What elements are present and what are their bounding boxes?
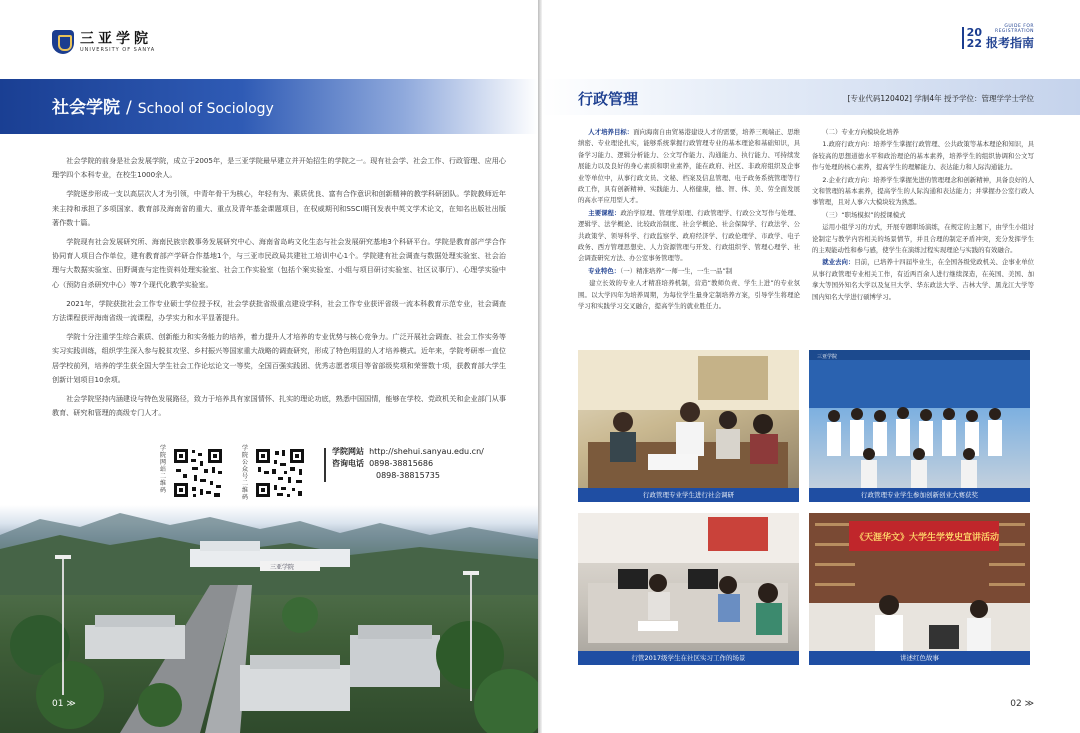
main-courses	[578, 208, 800, 265]
training-goal	[578, 127, 800, 207]
website-label: 学院网站	[332, 447, 364, 456]
contact-divider	[324, 448, 326, 482]
teaching-mode	[812, 222, 1034, 256]
school-title-en: School of Sociology	[137, 101, 274, 117]
intro-paragraph: 社会学院的前身是社会发展学院，成立于2005年，是三亚学院最早建立并开始招生的学院之一。现有社会学、社会工作、行政管理、应用心理学四个本科专业，在校生1000余人。	[52, 156, 506, 180]
wechat-qr-code[interactable]	[254, 447, 306, 499]
photo-community-internship	[578, 513, 799, 665]
major-features	[578, 266, 800, 277]
year-bottom: 22	[966, 36, 982, 50]
intro-paragraph: 社会学院坚持内涵建设与特色发展路径，致力于培养具有家国情怀、扎实的理论功底，熟悉中国国情，能够在学校、党政机关和企业部门从事教育、研究和管理的高级专门人才。	[52, 394, 506, 418]
right-page	[542, 0, 1080, 733]
left-page-number: 01 ≫	[52, 699, 76, 709]
major-meta: [专业代码120402] 学制4年 授予学位：管理学学士学位	[847, 94, 1034, 103]
title-separator: /	[126, 98, 132, 118]
website-qr-code[interactable]	[172, 447, 224, 499]
module-heading	[812, 127, 1034, 138]
phone-label: 咨询电话	[332, 459, 364, 468]
feature-paragraph-text: 建立长效的专业人才精准培养机制，营造“教师负责、学生上进”的专业氛围。以大学四年为培养周期，为每位学生量身定制培养方案，引导学生将理论学习和实践学习交叉融合，提高学生的就业胜任力。	[578, 279, 800, 311]
photo-caption: 讲述红色故事	[809, 651, 1030, 665]
campus-aerial-photo	[0, 505, 538, 733]
school-introduction	[52, 154, 506, 425]
year-top: 20	[966, 25, 982, 39]
university-logo	[52, 30, 155, 54]
major-features-text: （一）精准培养“一师一生，一生一品”制	[620, 266, 733, 275]
intro-paragraph: 学院十分注重学生综合素质、创新能力和实务能力的培养，着力提升人才培养的专业优势与核心竞争力。广泛开展社会调查、社会工作实务等实习实践训练，组织学生深入参与脱贫攻坚、乡村振兴等国家重大战略的调查研究，形成了特色明显的人才培养模式。近年来，学院考研率一直位居学校前列，培养的学生获全国大学生社会工作论坛论文一等奖，全国百强实践团、优秀志愿者项目等省部级奖项和荣誉数十项，获教育部大学生创新计划项目10余项。	[52, 332, 506, 384]
left-page	[0, 0, 538, 733]
photo-innovation-award	[809, 350, 1030, 502]
intro-paragraph: 学院逐步形成一支以高层次人才为引领，中青年骨干为核心，年轻有为、素质优良、富有合作意识和创新精神的教学科研团队。学院教师近年来主持和承担了多项国家、教育部及海南省的重大、重点及青年基金课题项目，在权威期刊和SSCI期刊发表中英文学术论文，在知名出版社出版著作数十篇。	[52, 189, 506, 227]
gov-direction	[812, 139, 1034, 173]
intro-paragraph: 2021年，学院获批社会工作专业硕士学位授予权，社会学获批省级重点建设学科，社会工作专业获评省级一流本科教育示范专业，社会调查方法课程获评海南省级一流课程，办学实力和水平显著提升。	[52, 298, 506, 323]
photo-caption: 行政管理专业学生进行社会调研	[578, 488, 799, 502]
teaching-heading	[812, 210, 1034, 221]
main-courses-text: 政治学原理、管理学原理、行政管理学、行政公文写作与处理、逻辑学、法学概论、比较政治制度、社会学概论、社会保障学、行政法学、公共政策学、领导科学、行政监察学、政府经济学、行政伦理学、市政学、电子政务、西方管理思想史、人力资源管理与开发、行政组织学、管理心理学、社会调查研究方法、办公室事务管理等。	[578, 208, 801, 263]
photo-social-survey	[578, 350, 799, 502]
school-banner	[0, 79, 538, 134]
right-page-number: 02 ≫	[1010, 699, 1034, 709]
banner-mark: 三亚学院	[817, 354, 838, 360]
main-courses-key: 主要课程：	[588, 208, 621, 217]
training-goal-text: 面向海南自由贸易港建设人才的需要，培养三观端正、思维缜密、专业理论扎实，能够系统掌握行政管理专业的基本理论和基础知识，具备学习能力、逻辑分析能力、公文写作能力、沟通能力、执行能力、可持续发展能力以及良好的身心素质和职业素养，能在政府、社区、非政府组织及企事业等单位中，从事行政文员、文秘、档案及信息管理、电子政务系统管理等行政工作，具有创新精神、实践能力、人格健康，德、智、体、美、劳全面发展的高水平应用型人才。	[578, 128, 801, 205]
phone-1: 0898-38815686	[369, 459, 434, 468]
employment-text: 目前，已培养十四届毕业生，在全国各级党政机关、企事业单位从事行政管理专业相关工作，有近两百余人进行继续深造，在英国、美国、加拿大等国外知名大学以及复旦大学、华东政法大学、吉林大学、黑龙江大学等国内知名大学进行硕博学习。	[812, 258, 1035, 301]
teaching-heading-text: （三）“职场模拟”的授课模式	[822, 210, 906, 219]
column-left	[578, 127, 800, 314]
photo-caption: 行管2017级学生在社区实习工作的场景	[578, 651, 799, 665]
qr2-label: 学院公众号二维码	[242, 445, 249, 501]
phone-2: 0898-38815735	[376, 471, 440, 480]
guide-cn: 报考指南	[985, 36, 1034, 50]
enterprise-direction	[812, 175, 1034, 209]
module-heading-text: （二）专业方向模块化培养	[822, 128, 899, 136]
svg-text:三亚学院: 三亚学院	[270, 564, 295, 571]
guide-en-2: REGISTRATION	[994, 29, 1034, 34]
university-crest-icon	[52, 30, 74, 54]
year-mark	[962, 27, 982, 49]
logo-en: UNIVERSITY OF SANYA	[80, 46, 156, 53]
teaching-mode-text: 运用小组学习的方式，开展专题职场演练，在规定的主题下，由学生小组讨论制定与教学内容相关的场景情节，并且合理的制定矛盾冲突，充分发挥学生的主观能动性和参与感，使学生在演练过程实现理论与实践的有效融合。	[812, 223, 1034, 255]
major-title: 行政管理	[578, 90, 639, 108]
employment	[812, 257, 1034, 303]
registration-guide-mark	[962, 24, 1034, 51]
column-right	[812, 127, 1034, 304]
gov-direction-text: 1.政府行政方向：培养学生掌握行政管理、公共政策等基本理论和知识，具备较高的思想道德水平和政治理论的基本素养，培养学生的组织协调和公文写作与处理的核心素养，提高学生的理解能力、表达能力和人际沟通能力。	[812, 140, 1034, 172]
qr1-label: 学院网站二维码	[160, 445, 167, 494]
employment-key: 就业去向：	[822, 258, 855, 267]
enterprise-direction-text: 2.企业行政方向：培养学生掌握先进的管理理念和创新精神，具备良好的人文和管理的基本素养，提高学生的人际沟通和表达能力；并掌握办公室行政人事管理，且对人事六大模块较为熟悉。	[812, 175, 1034, 207]
intro-paragraph: 学院现有社会发展研究所、海南民族宗教事务发展研究中心、海南省岛屿文化生态与社会发展研究基地3个科研平台。学院是教育部产学合作协同育人项目合作单位，建有教育部产学研合作基地1个，与三亚市民政局共建社工培训中心1个。学院建有社会调查与数据处理实验室、社会治理与大数据实验室、田野调查与定性资料处理实验室、社会工作实验室（包括个案实验室、小组与项目研讨实验室、社区议事厅）、心理学实验中心（预防自杀研究中心）等7个现代化教学实验室。	[52, 237, 506, 289]
school-title-cn: 社会学院	[52, 98, 120, 118]
contact-info	[332, 446, 484, 482]
training-goal-key: 人才培养目标：	[588, 128, 634, 136]
major-features-key: 专业特色：	[588, 266, 621, 275]
photo-caption: 行政管理专业学生参加创新创业大赛获奖	[809, 488, 1030, 502]
website-link[interactable]: http://shehui.sanyau.edu.cn/	[369, 447, 484, 456]
major-banner	[542, 79, 1080, 115]
guide-en-1: GUIDE FOR	[1004, 24, 1034, 29]
feature-paragraph	[578, 278, 800, 312]
photo-red-stories	[809, 513, 1030, 665]
logo-cn: 三亚学院	[80, 30, 152, 47]
hall-banner-text: 《天涯华文》大学生学党史宣讲活动	[855, 533, 1000, 543]
